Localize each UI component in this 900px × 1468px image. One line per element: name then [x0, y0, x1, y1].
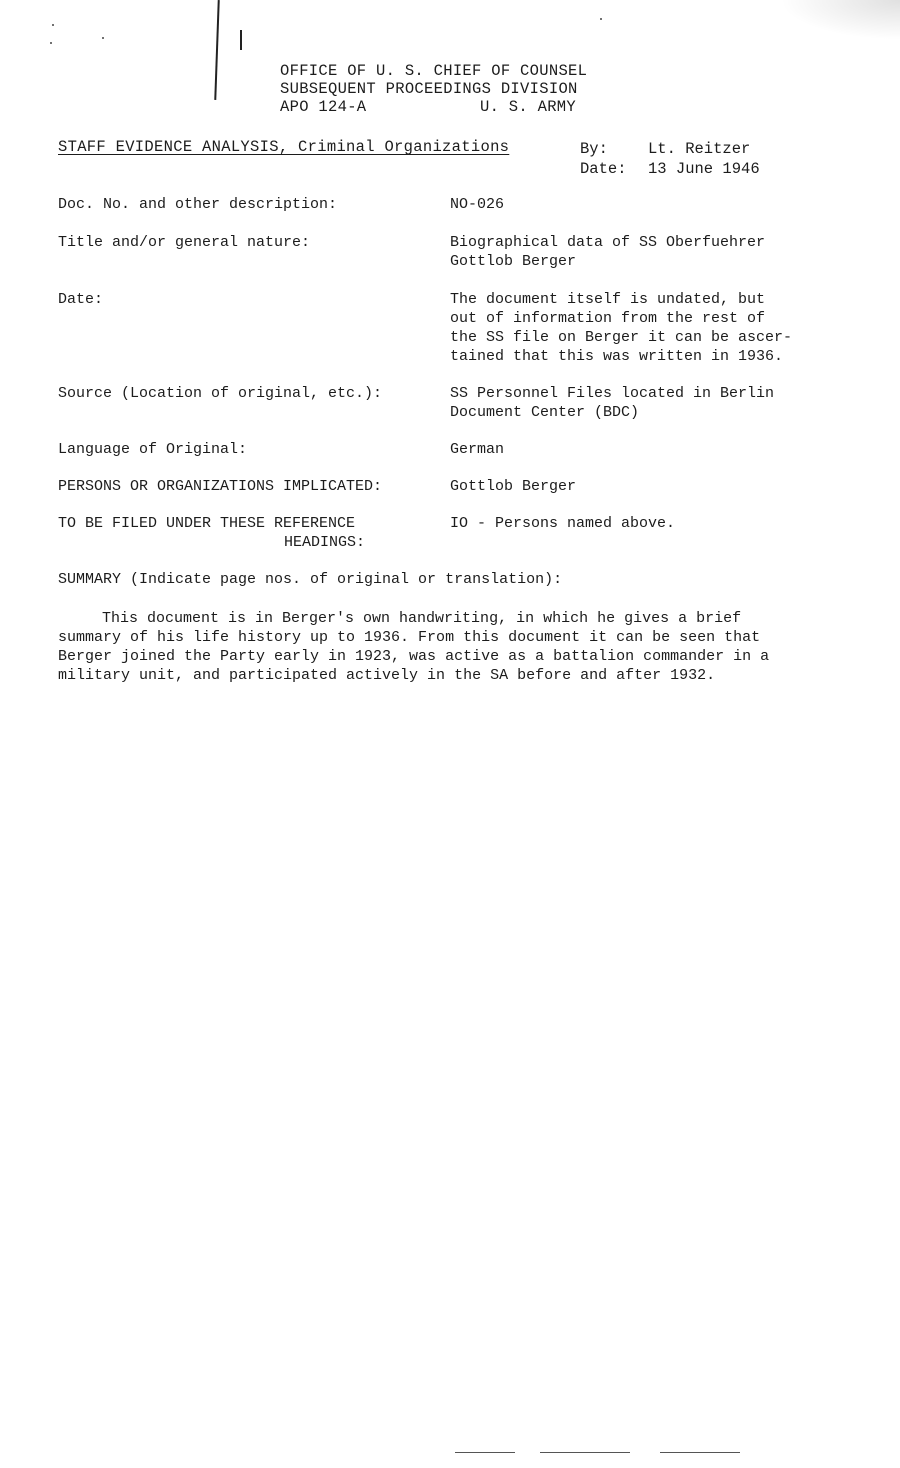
filed-label [58, 514, 365, 552]
office-header [280, 62, 587, 116]
by-value: Lt. Reitzer [648, 140, 751, 158]
margin-pen-mark-small [240, 30, 242, 50]
by-label: By: [580, 140, 608, 158]
filed-label-line: HEADINGS: [284, 534, 366, 551]
speck [50, 42, 52, 44]
date-field-line: the SS file on Berger it can be ascer- [450, 329, 793, 346]
analysis-title: STAFF EVIDENCE ANALYSIS, Criminal Organizations [58, 138, 510, 156]
header-apo-row [280, 98, 587, 116]
source-value [450, 384, 805, 422]
language-label: Language of Original: [58, 441, 248, 458]
filed-label-line: TO BE FILED UNDER THESE REFERENCE [58, 515, 356, 532]
title-label: Title and/or general nature: [58, 234, 311, 251]
speck [600, 18, 602, 20]
language-value: German [450, 441, 505, 458]
header-apo: APO 124-A [280, 98, 367, 116]
header-division: SUBSEQUENT PROCEEDINGS DIVISION [280, 80, 578, 98]
source-label: Source (Location of original, etc.): [58, 385, 383, 402]
speck [52, 24, 54, 26]
margin-pen-mark [214, 0, 219, 100]
summary-label: SUMMARY (Indicate page nos. of original or translation): [58, 571, 563, 588]
date-field-line: out of information from the rest of [450, 310, 766, 327]
speck [102, 37, 104, 39]
title-value-line: Biographical data of SS Oberfuehrer [450, 234, 766, 251]
title-value [450, 233, 805, 271]
title-value-line: Gottlob Berger [450, 253, 577, 270]
bottom-scan-line [660, 1452, 740, 1453]
date-field-value [450, 290, 805, 366]
doc-no-value: NO-026 [450, 196, 505, 213]
date-row [580, 159, 760, 179]
summary-text: This document is in Berger's own handwriting, in which he gives a brief summary of his life history up to 1936. From this document it can be seen that Berger joined the Party early in 1923, was active as a battalion commander in a military unit, and participated actively in the SA before and after 1932. [58, 610, 770, 684]
scan-shadow [780, 0, 900, 40]
source-value-line: Document Center (BDC) [450, 404, 640, 421]
bottom-scan-line [540, 1452, 630, 1453]
header-office: OFFICE OF U. S. CHIEF OF COUNSEL [280, 62, 588, 80]
date-label: Date: [580, 160, 627, 178]
date-field-label: Date: [58, 291, 104, 308]
source-value-line: SS Personnel Files located in Berlin [450, 385, 775, 402]
filed-value: IO - Persons named above. [450, 515, 676, 532]
persons-label: PERSONS OR ORGANIZATIONS IMPLICATED: [58, 478, 383, 495]
header-army: U. S. ARMY [480, 98, 577, 116]
date-field-line: The document itself is undated, but [450, 291, 766, 308]
by-row [580, 139, 760, 159]
doc-no-label: Doc. No. and other description: [58, 196, 338, 213]
persons-value: Gottlob Berger [450, 478, 577, 495]
date-field-line: tained that this was written in 1936. [450, 348, 784, 365]
date-value: 13 June 1946 [648, 160, 760, 178]
author-block [580, 139, 760, 179]
bottom-scan-line [455, 1452, 515, 1453]
